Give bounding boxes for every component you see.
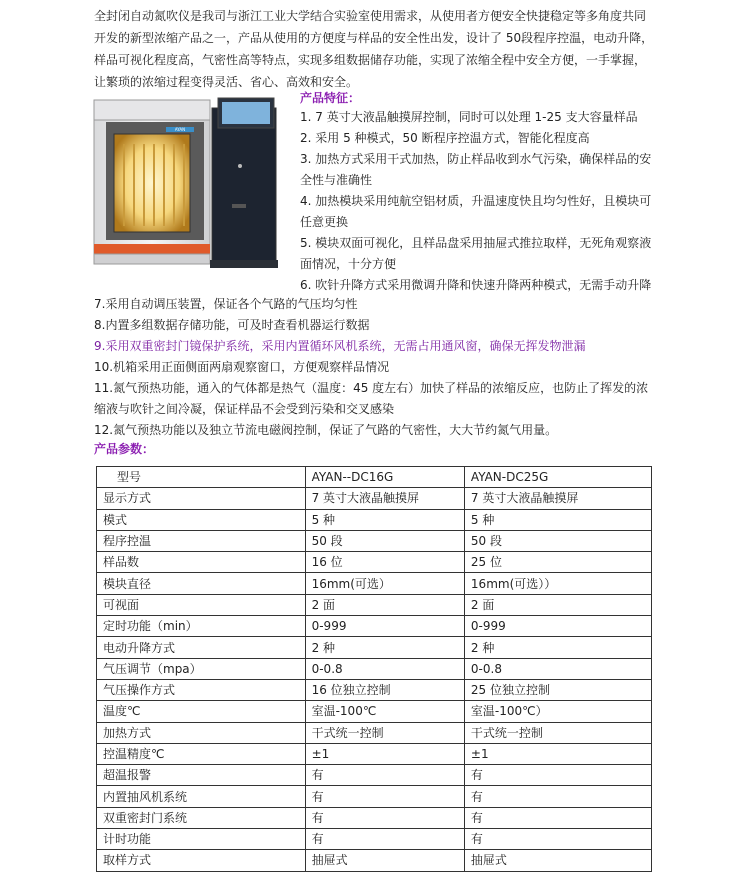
param-value-cell: 0-0.8 [464,658,651,679]
table-row [97,616,652,637]
table-row [97,509,652,530]
param-value-cell: 5 种 [305,509,464,530]
param-value-cell: 0-999 [464,616,651,637]
table-row [97,488,652,509]
param-value-cell: 2 种 [305,637,464,658]
param-label-cell: 超温报警 [97,765,306,786]
feature-item: 2. 采用 5 种模式，50 断程序控温方式，智能化程度高 [300,131,590,145]
param-value-cell: 25 位独立控制 [464,679,651,700]
param-label-cell: 计时功能 [97,829,306,850]
table-row [97,765,652,786]
feature-item: 8.内置多组数据存储功能，可及时查看机器运行数据 [94,318,370,332]
param-value-cell: 0-0.8 [305,658,464,679]
param-value-cell: 50 段 [305,530,464,551]
table-row [97,637,652,658]
param-value-cell: 16mm(可选） [305,573,464,594]
param-label-cell: 气压操作方式 [97,679,306,700]
table-row [97,829,652,850]
param-label-cell: 气压调节（mpa） [97,658,306,679]
param-value-cell: ±1 [305,743,464,764]
param-value-cell: 2 种 [464,637,651,658]
param-value-cell: 25 位 [464,552,651,573]
param-value-cell: 有 [305,829,464,850]
param-value-cell: 抽屉式 [464,850,651,871]
feature-item: 3. 加热方式采用干式加热，防止样品收到水气污染，确保样品的安全性与准确性 [300,152,652,187]
param-label-cell: 温度℃ [97,701,306,722]
param-value-cell: 2 面 [305,594,464,615]
param-label-cell: 控温精度℃ [97,743,306,764]
product-brand-mark: AYAN [174,127,186,132]
feature-item: 1. 7 英寸大液晶触摸屏控制，同时可以处理 1-25 支大容量样品 [300,110,638,124]
param-value-cell: 有 [464,786,651,807]
param-label-cell: 双重密封门系统 [97,807,306,828]
param-label-cell: 显示方式 [97,488,306,509]
table-row [97,594,652,615]
features-list [300,107,652,296]
params-title: 产品参数： [94,442,155,456]
intro-paragraph: 全封闭自动氮吹仪是我司与浙江工业大学结合实验室使用需求，从使用者方便安全快捷稳定等多角度共同开发的新型浓缩产品之一，产品从使用的方便度与样品的安全性出发，设计了 50段程序控温，电动升降，样品可视化程度高，气密性高等特点，实现多组数据储存功能，实现了浓缩全程中安全方便，一手掌握，让繁琐的浓缩过程变得灵活、省心、高效和安全。 [94,9,654,89]
feature-item: 5. 模块双面可视化，且样品盘采用抽屉式推拉取样，无死角观察液面情况，十分方便 [300,236,652,271]
feature-item: 7.采用自动调压装置，保证各个气路的气压均匀性 [94,297,358,311]
param-value-cell: AYAN--DC16G [305,467,464,488]
params-table [96,466,652,872]
param-value-cell: 干式统一控制 [464,722,651,743]
param-value-cell: 有 [305,786,464,807]
features-list-more [94,294,654,441]
param-label-cell: 取样方式 [97,850,306,871]
param-value-cell: 抽屉式 [305,850,464,871]
param-label-cell: 内置抽风机系统 [97,786,306,807]
param-value-cell: ±1 [464,743,651,764]
param-value-cell: 16 位独立控制 [305,679,464,700]
param-label-cell: 电动升降方式 [97,637,306,658]
param-label-cell: 定时功能（min） [97,616,306,637]
param-label-cell: 模式 [97,509,306,530]
param-label-cell: 可视面 [97,594,306,615]
param-value-cell: 有 [464,765,651,786]
feature-item: 10.机箱采用正面侧面两扇观察窗口，方便观察样品情况 [94,360,390,374]
param-value-cell: 室温-100℃） [464,701,651,722]
param-value-cell: 0-999 [305,616,464,637]
table-row [97,679,652,700]
table-row [97,467,652,488]
feature-item: 4. 加热模块采用纯航空铝材质，升温速度快且均匀性好，且模块可任意更换 [300,194,652,229]
param-value-cell: 有 [464,807,651,828]
param-value-cell: 16mm(可选）） [464,573,651,594]
param-label-cell: 加热方式 [97,722,306,743]
table-row [97,807,652,828]
table-row [97,850,652,871]
feature-item: 9.采用双重密封门镜保护系统，采用内置循环风机系统，无需占用通风窗，确保无挥发物泄漏 [94,339,586,353]
param-value-cell: 有 [464,829,651,850]
product-image [92,94,288,276]
param-value-cell: AYAN-DC25G [464,467,651,488]
feature-item: 12.氮气预热功能以及独立节流电磁阀控制，保证了气路的气密性，大大节约氮气用量。 [94,423,558,437]
param-value-cell: 干式统一控制 [305,722,464,743]
param-label-cell: 型号 [97,467,306,488]
table-row [97,658,652,679]
features-title: 产品特征： [300,91,361,105]
param-value-cell: 16 位 [305,552,464,573]
param-value-cell: 7 英寸大液晶触摸屏 [305,488,464,509]
param-value-cell: 5 种 [464,509,651,530]
table-row [97,722,652,743]
table-row [97,573,652,594]
param-label-cell: 样品数 [97,552,306,573]
param-value-cell: 有 [305,807,464,828]
param-label-cell: 模块直径 [97,573,306,594]
param-value-cell: 2 面 [464,594,651,615]
table-row [97,743,652,764]
table-row [97,552,652,573]
param-value-cell: 有 [305,765,464,786]
param-value-cell: 7 英寸大液晶触摸屏 [464,488,651,509]
param-value-cell: 室温-100℃ [305,701,464,722]
param-value-cell: 50 段 [464,530,651,551]
param-label-cell: 程序控温 [97,530,306,551]
table-row [97,786,652,807]
feature-item: 6. 吹针升降方式采用微调升降和快速升降两种模式，无需手动升降 [300,278,652,292]
table-row [97,701,652,722]
table-row [97,530,652,551]
feature-item: 11.氮气预热功能，通入的气体都是热气（温度：45 度左右）加快了样品的浓缩反应，也防止了挥发的浓缩液与吹针之间冷凝，保证样品不会受到污染和交叉感染 [94,381,649,416]
